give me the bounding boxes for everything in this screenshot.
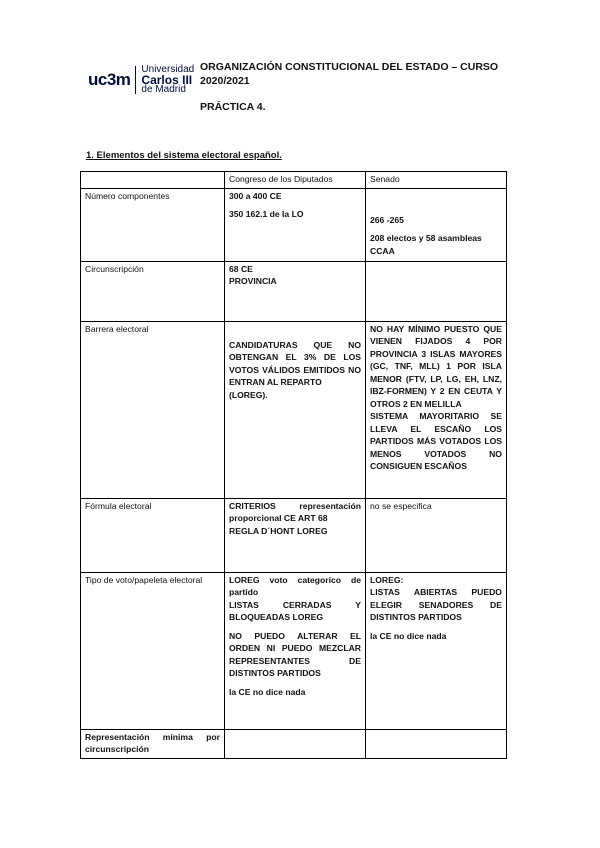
document-subtitle: PRÁCTICA 4. — [200, 101, 266, 113]
cell-text: LOREG: — [370, 574, 404, 585]
cell-text: la CE no dice nada — [370, 630, 447, 641]
electoral-system-table — [80, 171, 507, 759]
cell-text: 208 electos y 58 asambleas CCAA — [370, 233, 482, 256]
table-row — [81, 572, 507, 729]
cell-text: LISTAS ABIERTAS PUEDO ELEGIR SENADORES DE DISTINTOS PARTIDOS — [370, 587, 502, 622]
header-cell-empty — [81, 172, 225, 189]
cell-text: PROVINCIA — [229, 276, 277, 286]
cell-senado — [366, 261, 507, 321]
table-header-row — [81, 172, 507, 189]
cell-senado — [366, 729, 507, 758]
header-cell-senado: Senado — [366, 172, 507, 189]
logo-line-1: Universidad — [141, 64, 195, 75]
logo-line-2: Carlos III — [141, 73, 193, 87]
cell-text: CANDIDATURAS QUE NO OBTENGAN EL 3% DE LOS VOTOS VÁLIDOS EMITIDOS NO ENTRAN AL REPARTO — [229, 339, 361, 387]
row-label: Barrera electoral — [81, 321, 225, 498]
cell-congreso — [225, 321, 366, 498]
cell-congreso — [225, 498, 366, 572]
cell-text: NO PUEDO ALTERAR EL ORDEN NI PUEDO MEZCLAR REPRESENTANTES DE DISTINTOS PARTIDOS — [229, 630, 361, 678]
cell-text: 300 a 400 CE — [229, 190, 282, 201]
cell-text: 350 162.1 de la LO — [229, 209, 304, 219]
cell-text: no se especifica — [370, 500, 432, 511]
table-row — [81, 729, 507, 758]
cell-senado — [366, 498, 507, 572]
row-label: Representación mínima por circunscripción — [81, 729, 225, 758]
cell-senado — [366, 321, 507, 498]
cell-text: LOREG voto categorico de partido — [229, 574, 361, 597]
cell-text: SISTEMA MAYORITARIO SE LLEVA EL ESCAÑO LOS PARTIDOS MÁS VOTADOS LOS MENOS VOTADOS NO CONSIGUEN ESCAÑOS — [370, 411, 502, 471]
logo-divider — [135, 66, 136, 94]
university-logo — [88, 64, 194, 96]
cell-congreso — [225, 729, 366, 758]
row-label: Circunscripción — [81, 261, 225, 321]
cell-senado — [366, 188, 507, 261]
cell-text: 266 -265 — [370, 214, 404, 225]
cell-text: NO HAY MÍNIMO PUESTO QUE VIENEN FIJADOS 4 POR PROVINCIA 3 ISLAS MAYORES (GC, TNF, MLL) 1 POR ISLA MENOR (FTV, LP, LG, EH, LNZ, IBZ-FORMEN) Y 2 EN CEUTA Y OTROS 2 EN MELILLA — [370, 323, 502, 409]
table-row — [81, 498, 507, 572]
cell-congreso — [225, 188, 366, 261]
cell-text: LISTAS CERRADAS Y BLOQUEADAS LOREG — [229, 599, 361, 622]
logo-line-3: de Madrid — [141, 84, 186, 95]
logo-text — [141, 65, 194, 95]
cell-text: 68 CE — [229, 263, 253, 274]
table-row — [81, 321, 507, 498]
table-row — [81, 188, 507, 261]
section-title: 1. Elementos del sistema electoral español. — [86, 150, 282, 161]
cell-senado — [366, 572, 507, 729]
cell-text: (LOREG). — [229, 389, 268, 400]
logo-mark: uc3m — [88, 70, 131, 89]
row-label: Fórmula electoral — [81, 498, 225, 572]
header-cell-congreso: Congreso de los Diputados — [225, 172, 366, 189]
cell-congreso — [225, 572, 366, 729]
cell-text: la CE no dice nada — [229, 686, 306, 697]
row-label: Número componentes — [81, 188, 225, 261]
cell-text: CRITERIOS representación proporcional CE ART 68 — [229, 500, 361, 523]
cell-congreso — [225, 261, 366, 321]
row-label: Tipo de voto/papeleta electoral — [81, 572, 225, 729]
table-row — [81, 261, 507, 321]
cell-text: REGLA D´HONT LOREG — [229, 525, 328, 536]
document-title: ORGANIZACIÓN CONSTITUCIONAL DEL ESTADO – CURSO 2020/2021 — [200, 61, 499, 87]
